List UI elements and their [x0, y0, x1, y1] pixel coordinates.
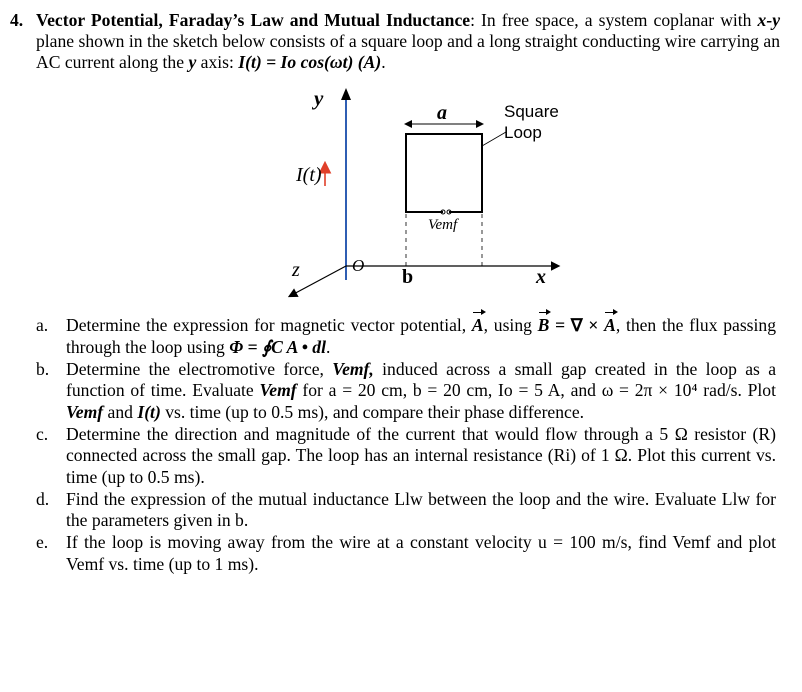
current-equation: I(t) = Io cos(ωt) (A): [238, 52, 382, 72]
intro-end: .: [381, 52, 386, 72]
y-axis-label: y: [314, 86, 324, 110]
distance-b-label: b: [402, 266, 414, 288]
intro-text-2: plane shown in the sketch below consists of a square loop and a long straight conducting wire carrying an AC current along the: [36, 31, 780, 72]
vector-a-symbol: A: [471, 315, 484, 335]
z-axis-label: z: [292, 259, 300, 281]
part-b-text-4: and: [103, 401, 138, 422]
part-label: a.: [36, 315, 49, 335]
curl-relation: = ∇ ×: [549, 315, 605, 335]
vector-b-symbol: B: [537, 315, 550, 335]
side-a-label: a: [437, 102, 447, 124]
part-b-term-2: Vemf: [259, 380, 297, 400]
problem-title: Vector Potential, Faraday’s Law and Mutual Inductance: [36, 10, 471, 30]
part-d-text: Find the expression of the mutual inductance Llw between the loop and the wire. Evaluate Llw for the parameters given in b.: [66, 488, 776, 530]
vector-a-symbol-2: A: [604, 315, 616, 335]
question-parts: [36, 315, 776, 576]
part-b-text-1: Determine the electromotive force,: [66, 358, 333, 379]
flux-equation: Φ = ∮C A • dl: [229, 336, 326, 357]
part-a-text-4: .: [326, 336, 331, 357]
part-e: [36, 532, 776, 575]
part-b-term-3: Vemf: [66, 401, 104, 422]
square-loop: [406, 134, 482, 212]
problem-statement: [10, 10, 780, 73]
part-label: b.: [36, 358, 50, 379]
axis-term: y: [188, 52, 197, 72]
part-a: [36, 315, 776, 358]
current-label: I(t): [296, 164, 322, 186]
part-e-text: If the loop is moving away from the wire at a constant velocity u = 100 m/s, find Vemf and plot Vemf vs. time (up to 1 ms).: [66, 532, 776, 574]
part-a-text-1: Determine the expression for magnetic vector potential,: [66, 315, 472, 335]
part-b-term: Vemf,: [332, 358, 374, 379]
x-axis-label: x: [536, 266, 546, 288]
part-b: [36, 359, 776, 424]
part-label: e.: [36, 532, 49, 552]
loop-label-line2: Loop: [504, 123, 542, 142]
part-b-text-3: for a = 20 cm, b = 20 cm, Io = 5 A, and ω = 2π × 10⁴ rad/s. Plot: [296, 380, 776, 400]
origin-label: O: [352, 256, 365, 275]
y-axis-arrow: [341, 88, 351, 100]
part-a-text-3: , then the flux passing through the loop using: [66, 315, 776, 357]
part-label: c.: [36, 423, 49, 444]
vemf-label: Vemf: [428, 217, 458, 233]
part-b-term-4: I(t): [137, 401, 161, 422]
intro-text-1: : In free space, a system coplanar with: [470, 10, 758, 30]
part-a-text-2: , using: [483, 315, 538, 335]
part-c-text: Determine the direction and magnitude of the current that would flow through a 5 Ω resistor (R) connected across the small gap. The loop has an internal resistance (Ri) of 1 Ω. Plot this current vs. time (up to 0.5 ms).: [66, 423, 776, 487]
loop-leader-line: [482, 132, 506, 146]
problem-number: 4.: [10, 10, 24, 30]
part-c: [36, 424, 776, 489]
part-b-text-2: induced across a small gap created in the loop as a function of time. Evaluate: [66, 358, 777, 400]
loop-wire-sketch: [260, 86, 600, 306]
loop-label-line1: Square: [504, 102, 559, 121]
part-d: [36, 489, 776, 532]
plane-term: x-y: [757, 10, 781, 30]
problem-intro: [36, 10, 780, 73]
part-label: d.: [36, 488, 50, 509]
part-b-text-5: vs. time (up to 0.5 ms), and compare their phase difference.: [160, 401, 585, 422]
intro-text-3: axis:: [196, 52, 239, 72]
